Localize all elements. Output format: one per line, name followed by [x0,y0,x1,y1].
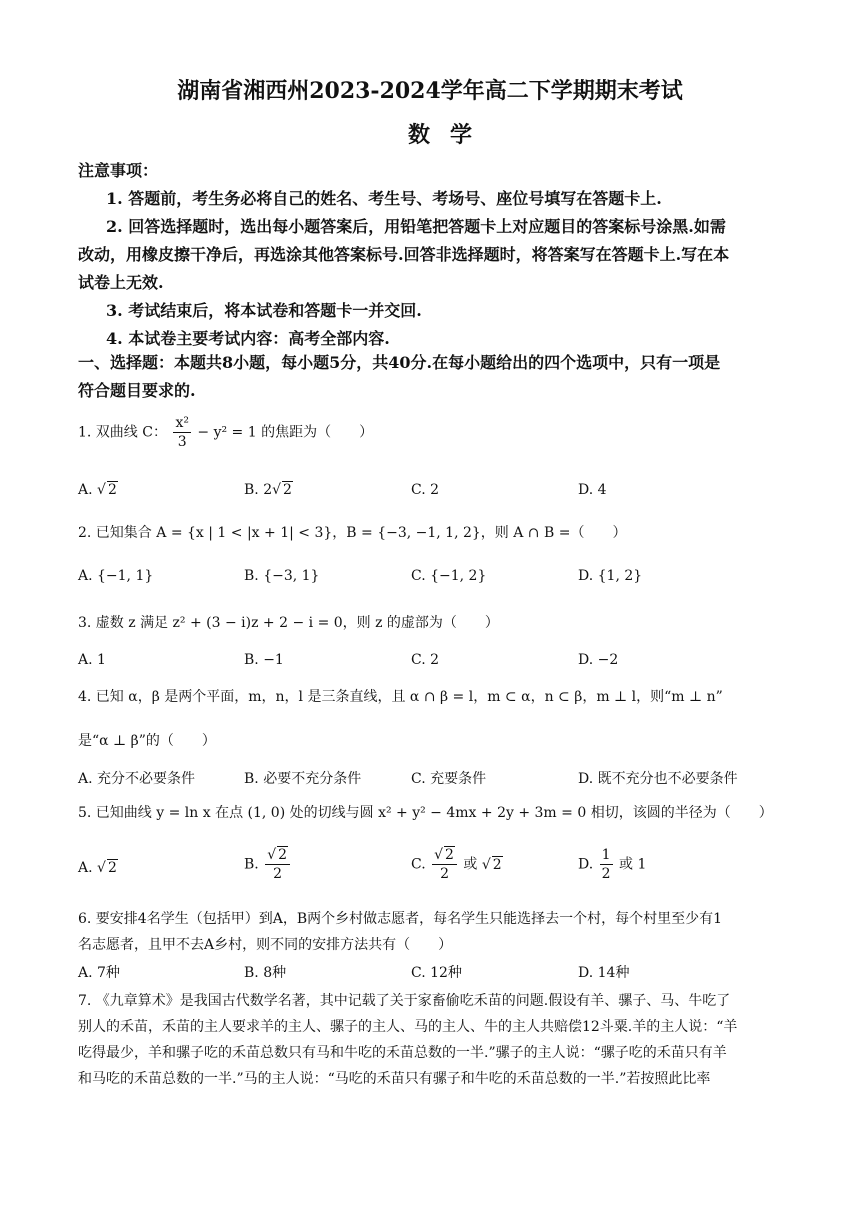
q5-option-c-radicand: 2 [492,856,502,873]
q5-option-b-denominator: 2 [273,866,283,882]
q5-option-b-fraction [265,846,290,883]
q5-option-c-label: C. [411,856,426,873]
sqrt-symbol: √ 2 [97,860,117,876]
q4-option-d: D. 既不充分也不必要条件 [578,771,738,787]
question-1-prefix: 1. 双曲线 C： [78,424,167,441]
question-7-line-1: 7. 《九章算术》是我国古代数学名著，其中记载了关于家畜偷吃禾苗的问题.假设有羊、骡子、马、牛吃了 [78,993,731,1009]
q1-option-a [78,482,118,498]
q6-option-b: B. 8种 [244,965,287,981]
q1-option-b-radicand: 2 [283,482,292,498]
q5-option-c-or: 或 [463,856,478,873]
q5-option-a-radicand: 2 [107,860,117,876]
q5-option-c-denominator: 2 [440,866,449,882]
sqrt-symbol: √ 2 [481,856,502,873]
notice-item-2-line-1: 2. 回答选择题时，选出每小题答案后，用铅笔把答题卡上对应题目的答案标号涂黑.如需 [106,217,726,236]
sqrt-symbol: √ 2 [267,847,288,863]
exam-title: 湖南省湘西州2023-2024学年高二下学期期末考试 [177,78,683,104]
q5-option-b [244,846,292,883]
section-1-heading-line-2: 符合题目要求的. [78,381,196,400]
section-1-heading-line-1: 一、选择题：本题共8小题，每小题5分，共40分.在每小题给出的四个选项中，只有一项是 [78,353,721,372]
question-5: 5. 已知曲线 y = ln x 在点 (1, 0) 处的切线与圆 x² + y² − 4mx + 2y + 3m = 0 相切，该圆的半径为（ ） [78,805,773,821]
question-6-line-2: 名志愿者，且甲不去A乡村，则不同的安排方法共有（ ） [78,937,453,953]
q5-option-b-label: B. [244,856,259,873]
subject-title: 数学 [407,122,492,148]
q5-option-d [578,846,646,883]
q5-option-a-label: A. [78,860,93,876]
question-1-suffix: − y² = 1 的焦距为（ ） [197,424,374,441]
q1-option-b-coefficient: 2 [263,482,273,498]
notice-item-4: 4. 本试卷主要考试内容：高考全部内容. [106,329,390,348]
q4-option-a: A. 充分不必要条件 [78,771,196,787]
question-1 [78,414,788,451]
notice-item-1: 1. 答题前，考生务必将自己的姓名、考生号、考场号、座位号填写在答题卡上. [106,189,662,208]
question-7-line-4: 和马吃的禾苗总数的一半.”马的主人说：“马吃的禾苗只有骡子和牛吃的禾苗总数的一半.”若按照此比率 [78,1071,711,1087]
question-7-line-2: 别人的禾苗，禾苗的主人要求羊的主人、骡子的主人、马的主人、牛的主人共赔偿12斗粟.羊的主人说：“羊 [78,1019,738,1035]
q1-option-a-label: A. [78,482,93,498]
notice-item-2-line-2: 改动，用橡皮擦干净后，再选涂其他答案标号.回答非选择题时，将答案写在答题卡上.写在本 [78,245,730,264]
q3-option-d: D. −2 [578,652,619,668]
q6-option-a: A. 7种 [78,965,120,981]
q5-option-d-fraction [600,846,613,883]
q5-option-b-numerator: 2 [278,847,288,863]
notice-item-2-line-3: 试卷上无效. [78,273,164,292]
question-1-denominator: 3 [177,434,187,450]
question-1-numerator: x² [175,415,189,431]
q5-option-a [78,860,118,876]
q1-option-d: D. 4 [578,482,607,498]
q5-option-d-label: D. [578,856,594,873]
q1-option-c: C. 2 [411,482,440,498]
q5-option-c [411,846,503,883]
sqrt-symbol: √ 2 [97,482,117,498]
q5-option-d-or: 或 1 [619,856,647,873]
sqrt-symbol: √ 2 [434,847,454,863]
sqrt-symbol: √ 2 [272,482,292,498]
notice-heading: 注意事项： [78,161,159,180]
q5-option-d-denominator: 2 [601,866,611,882]
question-1-fraction [173,414,191,451]
question-2: 2. 已知集合 A = {x | 1 < |x + 1| < 3}，B = {−3, −1, 1, 2}，则 A ∩ B =（ ） [78,525,627,541]
q2-option-c: C. {−1, 2} [411,568,487,584]
q1-option-b-label: B. [244,482,259,498]
q1-option-b [244,482,293,498]
q5-option-c-numerator: 2 [445,847,454,863]
q4-option-b: B. 必要不充分条件 [244,771,362,787]
q3-option-b: B. −1 [244,652,284,668]
question-4-line-1: 4. 已知 α，β 是两个平面，m，n，l 是三条直线，且 α ∩ β = l，m ⊂ α，n ⊂ β，m ⊥ l，则“m ⊥ n” [78,689,723,705]
notice-item-3: 3. 考试结束后，将本试卷和答题卡一并交回. [106,301,422,320]
question-4-line-2: 是“α ⊥ β”的（ ） [78,733,216,749]
q5-option-c-fraction [432,846,457,883]
q1-option-a-radicand: 2 [107,482,117,498]
question-7-line-3: 吃得最少，羊和骡子吃的禾苗总数只有马和牛吃的禾苗总数的一半.”骡子的主人说：“骡子吃的禾苗只有羊 [78,1045,727,1061]
q5-option-d-numerator: 1 [601,847,611,863]
question-3: 3. 虚数 z 满足 z² + (3 − i)z + 2 − i = 0，则 z 的虚部为（ ） [78,615,499,631]
q4-option-c: C. 充要条件 [411,771,487,787]
q3-option-a: A. 1 [78,652,106,668]
q2-option-d: D. {1, 2} [578,568,643,584]
question-6-line-1: 6. 要安排4名学生（包括甲）到A，B两个乡村做志愿者，每名学生只能选择去一个村，每个村里至少有1 [78,911,723,927]
q6-option-d: D. 14种 [578,965,630,981]
q2-option-a: A. {−1, 1} [78,568,154,584]
q3-option-c: C. 2 [411,652,440,668]
q2-option-b: B. {−3, 1} [244,568,320,584]
q6-option-c: C. 12种 [411,965,462,981]
